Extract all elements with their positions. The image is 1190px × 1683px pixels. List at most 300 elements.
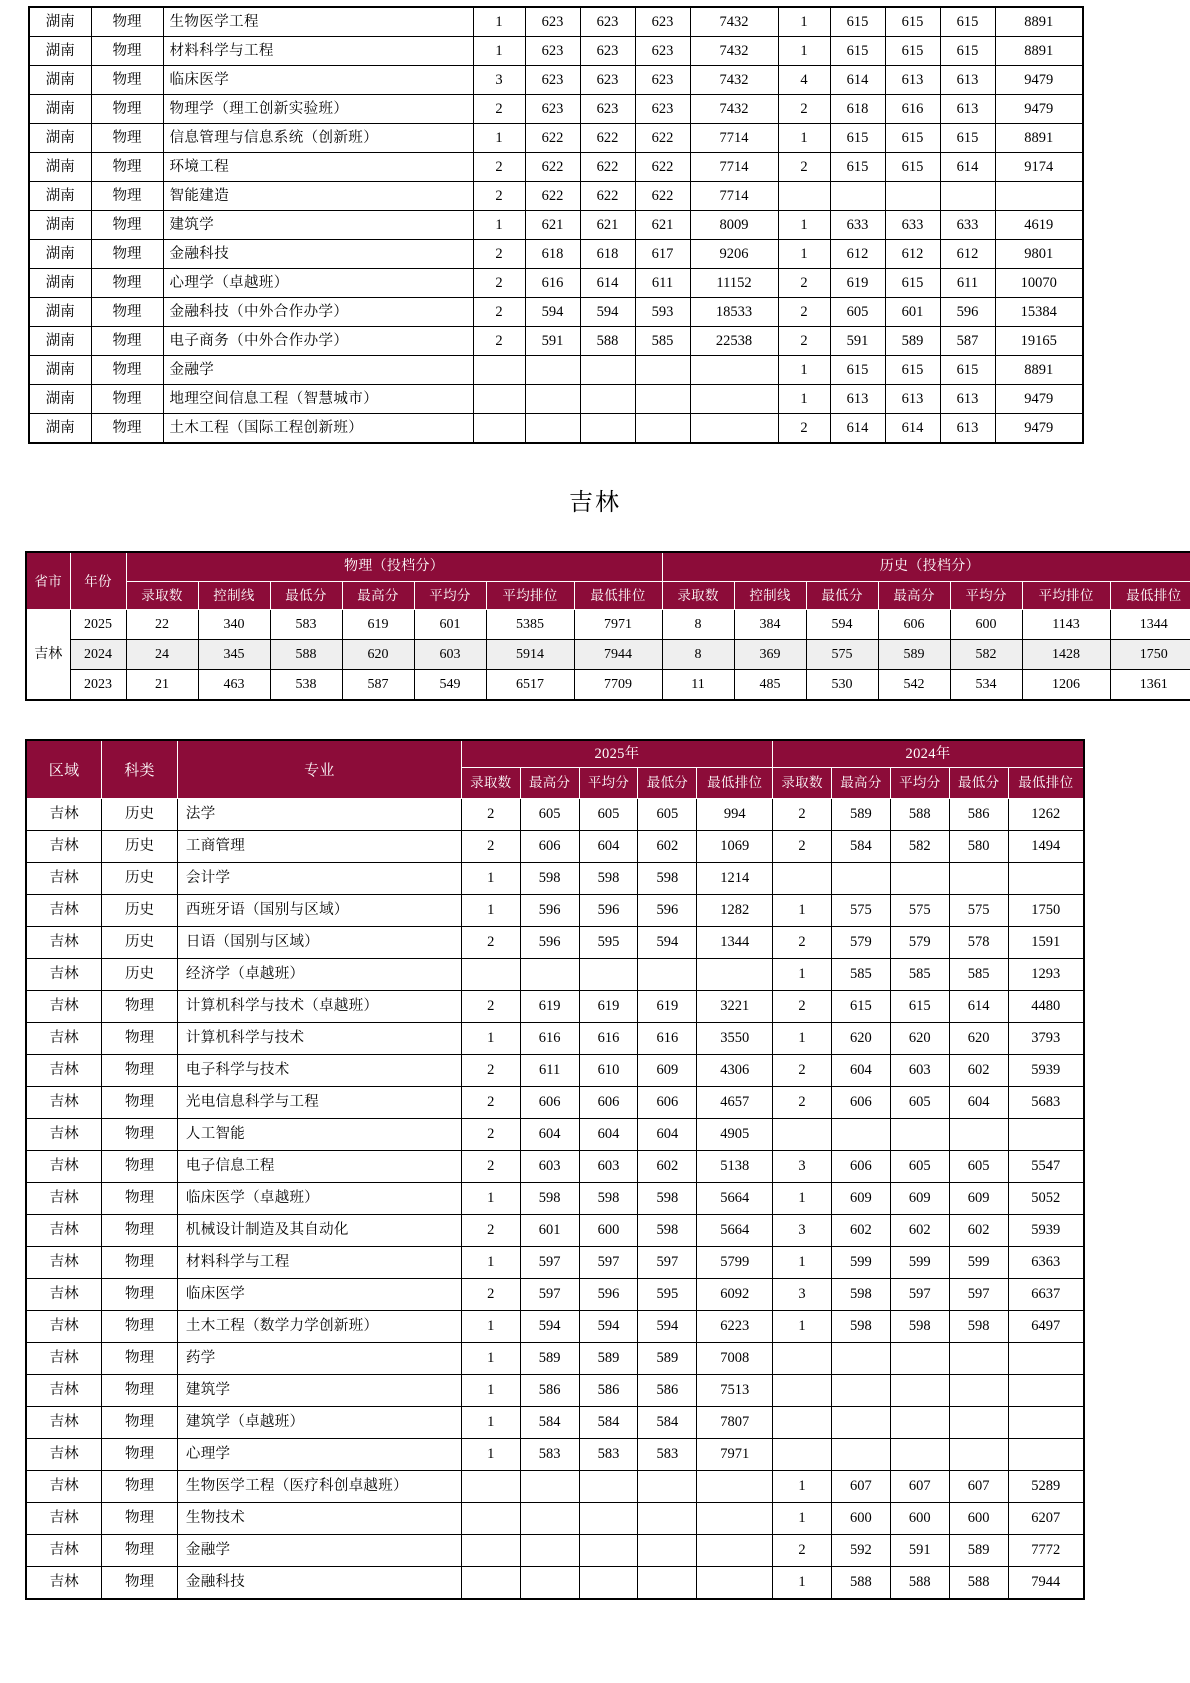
cell-y25-min: 617: [635, 240, 690, 269]
cell-b-avg: 588: [890, 799, 949, 831]
cell-y25-avg: 594: [580, 298, 635, 327]
cell-b-avg: 591: [890, 1535, 949, 1567]
cell-y25-min: 622: [635, 124, 690, 153]
cell-a-rank: 4657: [697, 1087, 773, 1119]
cell-a-rank: [697, 959, 773, 991]
cell-y24-max: 615: [830, 153, 885, 182]
cell-kind: 物理: [102, 1503, 178, 1535]
cell-b-avg: [890, 1439, 949, 1471]
cell-b-num: 1: [773, 1567, 832, 1600]
cell-b-rank: 6637: [1008, 1279, 1084, 1311]
cell-a-min: 583: [638, 1439, 697, 1471]
cell-a-max: 596: [520, 927, 579, 959]
cell-y24-rank: 15384: [995, 298, 1083, 327]
cell-b-min: 602: [949, 1055, 1008, 1087]
cell-p-min: 588: [270, 640, 342, 670]
cell-kind: 历史: [102, 831, 178, 863]
cell-y24-max: 605: [830, 298, 885, 327]
cell-major: 心理学（卓越班）: [163, 269, 473, 298]
cell-y24-num: 4: [778, 66, 830, 95]
cell-a-avg: 606: [579, 1087, 638, 1119]
cell-y24-avg: 613: [885, 385, 940, 414]
cell-y24-avg: 589: [885, 327, 940, 356]
cell-a-rank: [697, 1567, 773, 1600]
cell-a-rank: 994: [697, 799, 773, 831]
cell-b-min: 614: [949, 991, 1008, 1023]
cell-a-min: 606: [638, 1087, 697, 1119]
cell-b-rank: 3793: [1008, 1023, 1084, 1055]
cell-b-num: 2: [773, 1087, 832, 1119]
cell-p-min: 583: [270, 610, 342, 640]
cell-a-num: 2: [461, 1119, 520, 1151]
subcol-p-6: 最低排位: [574, 582, 662, 610]
group-year-2025: 2025年: [461, 740, 772, 768]
cell-y25-max: 618: [525, 240, 580, 269]
cell-major: 金融学: [177, 1535, 461, 1567]
cell-y25-max: 622: [525, 182, 580, 211]
cell-subject: 物理: [91, 385, 163, 414]
cell-b-rank: 5052: [1008, 1183, 1084, 1215]
cell-y25-num: 3: [473, 66, 525, 95]
cell-y25-min: 623: [635, 37, 690, 66]
cell-y25-rank: 7714: [690, 153, 778, 182]
cell-b-num: [773, 1343, 832, 1375]
cell-b-num: [773, 1439, 832, 1471]
cell-a-avg: 596: [579, 1279, 638, 1311]
cell-a-avg: 610: [579, 1055, 638, 1087]
cell-p-line: 463: [198, 670, 270, 701]
subcol-p-2: 最低分: [270, 582, 342, 610]
cell-kind: 历史: [102, 799, 178, 831]
cell-y25-avg: 621: [580, 211, 635, 240]
cell-a-min: 598: [638, 1183, 697, 1215]
table-row: [29, 124, 1083, 153]
cell-a-min: 609: [638, 1055, 697, 1087]
cell-a-max: 606: [520, 1087, 579, 1119]
subcol-h-2: 最低分: [806, 582, 878, 610]
cell-subject: 物理: [91, 414, 163, 444]
cell-y25-num: [473, 385, 525, 414]
cell-b-min: 597: [949, 1279, 1008, 1311]
cell-p-minrank: 7971: [574, 610, 662, 640]
table-row: [26, 831, 1084, 863]
cell-h-max: 606: [878, 610, 950, 640]
cell-kind: 物理: [102, 1567, 178, 1600]
cell-area: 吉林: [26, 1247, 102, 1279]
table-row: [29, 327, 1083, 356]
cell-y24-rank: 8891: [995, 356, 1083, 385]
cell-a-avg: 583: [579, 1439, 638, 1471]
cell-a-avg: 605: [579, 799, 638, 831]
cell-h-avgrank: 1206: [1022, 670, 1110, 701]
cell-area: 吉林: [26, 1087, 102, 1119]
cell-b-num: 2: [773, 927, 832, 959]
cell-a-max: 616: [520, 1023, 579, 1055]
cell-area: 吉林: [26, 927, 102, 959]
cell-y25-num: 1: [473, 37, 525, 66]
table-row: [26, 670, 1190, 701]
cell-y24-avg: 615: [885, 124, 940, 153]
cell-y25-min: 623: [635, 66, 690, 95]
cell-major: 临床医学: [177, 1279, 461, 1311]
cell-y24-rank: 8891: [995, 37, 1083, 66]
cell-y24-max: 614: [830, 66, 885, 95]
cell-area: 吉林: [26, 799, 102, 831]
cell-y25-num: [473, 414, 525, 444]
cell-major: 信息管理与信息系统（创新班）: [163, 124, 473, 153]
cell-y24-min: 613: [940, 95, 995, 124]
cell-a-rank: 5138: [697, 1151, 773, 1183]
table-row: [26, 1023, 1084, 1055]
cell-y24-min: 613: [940, 385, 995, 414]
cell-y24-rank: 4619: [995, 211, 1083, 240]
table-row: [26, 895, 1084, 927]
cell-y25-rank: 7432: [690, 37, 778, 66]
cell-major: 土木工程（国际工程创新班）: [163, 414, 473, 444]
cell-a-max: 594: [520, 1311, 579, 1343]
cell-b-min: 589: [949, 1535, 1008, 1567]
cell-a-num: 1: [461, 1183, 520, 1215]
group-year-2024: 2024年: [773, 740, 1084, 768]
table-row: [26, 610, 1190, 640]
table-row: [26, 799, 1084, 831]
subcol-p-0: 录取数: [126, 582, 198, 610]
cell-y25-rank: 18533: [690, 298, 778, 327]
cell-y25-rank: [690, 385, 778, 414]
cell-a-avg: [579, 1567, 638, 1600]
cell-b-rank: 5939: [1008, 1215, 1084, 1247]
cell-a-num: 1: [461, 1311, 520, 1343]
cell-y25-min: 621: [635, 211, 690, 240]
cell-b-avg: 609: [890, 1183, 949, 1215]
cell-y24-rank: 8891: [995, 124, 1083, 153]
cell-y25-rank: 7714: [690, 124, 778, 153]
cell-a-min: 598: [638, 863, 697, 895]
cell-kind: 物理: [102, 1119, 178, 1151]
jilin-majors-body: [26, 799, 1084, 1600]
cell-y24-num: 1: [778, 240, 830, 269]
cell-b-num: 1: [773, 1023, 832, 1055]
cell-y24-avg: 601: [885, 298, 940, 327]
cell-h-avgrank: 1428: [1022, 640, 1110, 670]
cell-y24-num: 1: [778, 211, 830, 240]
cell-a-max: [520, 1535, 579, 1567]
cell-b-rank: 1591: [1008, 927, 1084, 959]
cell-p-avgrank: 5385: [486, 610, 574, 640]
cell-a-num: 1: [461, 1439, 520, 1471]
cell-a-max: 583: [520, 1439, 579, 1471]
cell-subject: 物理: [91, 269, 163, 298]
cell-y25-avg: 618: [580, 240, 635, 269]
cell-b-num: 2: [773, 991, 832, 1023]
subcol-h-6: 最低排位: [1110, 582, 1190, 610]
cell-p-num: 24: [126, 640, 198, 670]
cell-kind: 物理: [102, 1407, 178, 1439]
cell-h-min: 575: [806, 640, 878, 670]
cell-a-max: [520, 1471, 579, 1503]
cell-a-min: 597: [638, 1247, 697, 1279]
cell-province: 湖南: [29, 356, 91, 385]
cell-y24-max: 613: [830, 385, 885, 414]
cell-major: 电子科学与技术: [177, 1055, 461, 1087]
cell-subject: 物理: [91, 211, 163, 240]
cell-major: 金融学: [163, 356, 473, 385]
cell-y25-avg: [580, 356, 635, 385]
cell-b-rank: 6497: [1008, 1311, 1084, 1343]
cell-a-num: 2: [461, 1151, 520, 1183]
cell-y24-avg: 615: [885, 7, 940, 37]
subcol-b-2: 平均分: [890, 768, 949, 799]
cell-b-max: 607: [831, 1471, 890, 1503]
cell-y24-num: 2: [778, 298, 830, 327]
cell-a-min: 602: [638, 831, 697, 863]
cell-a-avg: 604: [579, 1119, 638, 1151]
cell-h-minrank: 1750: [1110, 640, 1190, 670]
cell-b-rank: 5289: [1008, 1471, 1084, 1503]
cell-major: 工商管理: [177, 831, 461, 863]
cell-b-min: [949, 1119, 1008, 1151]
cell-area: 吉林: [26, 1375, 102, 1407]
cell-y24-min: 615: [940, 7, 995, 37]
cell-y24-rank: [995, 182, 1083, 211]
cell-a-max: 604: [520, 1119, 579, 1151]
cell-p-avg: 603: [414, 640, 486, 670]
cell-h-avg: 582: [950, 640, 1022, 670]
cell-y24-rank: 9479: [995, 66, 1083, 95]
cell-a-rank: 7971: [697, 1439, 773, 1471]
table-row: [26, 1279, 1084, 1311]
cell-a-min: 598: [638, 1215, 697, 1247]
jilin-summary-head: [26, 552, 1190, 610]
cell-area: 吉林: [26, 991, 102, 1023]
cell-y25-num: 2: [473, 240, 525, 269]
cell-a-num: 2: [461, 799, 520, 831]
cell-a-num: 2: [461, 1087, 520, 1119]
cell-b-num: 1: [773, 1503, 832, 1535]
cell-kind: 历史: [102, 927, 178, 959]
subcol-b-3: 最低分: [949, 768, 1008, 799]
cell-y24-rank: 9174: [995, 153, 1083, 182]
cell-a-min: 594: [638, 1311, 697, 1343]
cell-b-rank: [1008, 1119, 1084, 1151]
cell-h-num: 8: [662, 610, 734, 640]
table-row: [26, 1087, 1084, 1119]
table-row: [26, 1215, 1084, 1247]
cell-b-rank: 6363: [1008, 1247, 1084, 1279]
cell-subject: 物理: [91, 153, 163, 182]
cell-b-max: 615: [831, 991, 890, 1023]
cell-kind: 物理: [102, 1471, 178, 1503]
cell-p-line: 340: [198, 610, 270, 640]
cell-b-min: 609: [949, 1183, 1008, 1215]
cell-b-max: 620: [831, 1023, 890, 1055]
jilin-summary-table-wrapper: [0, 551, 1190, 701]
cell-b-max: 588: [831, 1567, 890, 1600]
cell-major: 电子商务（中外合作办学）: [163, 327, 473, 356]
cell-b-min: [949, 863, 1008, 895]
cell-b-avg: [890, 1343, 949, 1375]
cell-b-rank: 1293: [1008, 959, 1084, 991]
cell-a-num: 1: [461, 1407, 520, 1439]
cell-a-max: 603: [520, 1151, 579, 1183]
cell-kind: 物理: [102, 1055, 178, 1087]
cell-b-avg: [890, 1407, 949, 1439]
cell-y24-num: 1: [778, 7, 830, 37]
cell-y25-rank: 7432: [690, 7, 778, 37]
cell-y24-avg: 615: [885, 37, 940, 66]
cell-b-max: 598: [831, 1311, 890, 1343]
cell-a-max: 589: [520, 1343, 579, 1375]
cell-b-min: 580: [949, 831, 1008, 863]
cell-b-min: 599: [949, 1247, 1008, 1279]
cell-a-num: 2: [461, 831, 520, 863]
cell-major: 土木工程（数学力学创新班）: [177, 1311, 461, 1343]
cell-b-max: 585: [831, 959, 890, 991]
cell-a-min: 605: [638, 799, 697, 831]
cell-b-min: 602: [949, 1215, 1008, 1247]
cell-major: 人工智能: [177, 1119, 461, 1151]
cell-b-min: 605: [949, 1151, 1008, 1183]
cell-p-max: 620: [342, 640, 414, 670]
cell-b-max: [831, 1439, 890, 1471]
cell-a-max: 586: [520, 1375, 579, 1407]
cell-area: 吉林: [26, 1311, 102, 1343]
cell-b-rank: 5547: [1008, 1151, 1084, 1183]
cell-b-num: 2: [773, 1055, 832, 1087]
cell-kind: 物理: [102, 1023, 178, 1055]
cell-a-avg: 600: [579, 1215, 638, 1247]
cell-y24-min: 612: [940, 240, 995, 269]
cell-y24-max: 615: [830, 37, 885, 66]
cell-area: 吉林: [26, 1151, 102, 1183]
cell-area: 吉林: [26, 1471, 102, 1503]
cell-p-max: 587: [342, 670, 414, 701]
cell-b-avg: [890, 863, 949, 895]
cell-b-rank: 1494: [1008, 831, 1084, 863]
cell-area: 吉林: [26, 1023, 102, 1055]
cell-y25-avg: 623: [580, 66, 635, 95]
cell-a-min: 596: [638, 895, 697, 927]
subcol-a-3: 最低分: [638, 768, 697, 799]
table-row: [29, 298, 1083, 327]
cell-y24-rank: 9479: [995, 95, 1083, 124]
cell-b-avg: 582: [890, 831, 949, 863]
cell-y25-avg: 614: [580, 269, 635, 298]
cell-b-max: 599: [831, 1247, 890, 1279]
cell-y24-min: 596: [940, 298, 995, 327]
cell-province: 湖南: [29, 95, 91, 124]
cell-b-avg: [890, 1119, 949, 1151]
cell-a-max: 597: [520, 1247, 579, 1279]
jilin-summary-body: [26, 610, 1190, 701]
cell-a-rank: 6223: [697, 1311, 773, 1343]
cell-y25-avg: 622: [580, 182, 635, 211]
cell-y24-avg: 616: [885, 95, 940, 124]
cell-y24-rank: 19165: [995, 327, 1083, 356]
cell-y24-min: 633: [940, 211, 995, 240]
cell-b-num: 2: [773, 1535, 832, 1567]
cell-b-rank: [1008, 1375, 1084, 1407]
cell-a-rank: 7008: [697, 1343, 773, 1375]
cell-y24-avg: 615: [885, 153, 940, 182]
cell-b-avg: 602: [890, 1215, 949, 1247]
cell-y25-rank: 7432: [690, 66, 778, 95]
cell-year: 2025: [70, 610, 126, 640]
subcol-h-0: 录取数: [662, 582, 734, 610]
cell-y25-avg: [580, 414, 635, 444]
cell-y24-avg: 615: [885, 269, 940, 298]
cell-y24-num: 2: [778, 153, 830, 182]
cell-h-line: 384: [734, 610, 806, 640]
cell-a-min: 594: [638, 927, 697, 959]
cell-a-rank: [697, 1471, 773, 1503]
cell-b-max: 592: [831, 1535, 890, 1567]
cell-area: 吉林: [26, 1119, 102, 1151]
page-title: 吉林: [569, 489, 621, 516]
hunan-majors-table: [28, 6, 1084, 444]
cell-y24-min: 587: [940, 327, 995, 356]
cell-a-min: 584: [638, 1407, 697, 1439]
cell-major: 西班牙语（国别与区域）: [177, 895, 461, 927]
cell-b-avg: 585: [890, 959, 949, 991]
cell-a-max: 597: [520, 1279, 579, 1311]
cell-b-num: 2: [773, 799, 832, 831]
cell-y24-min: 615: [940, 356, 995, 385]
table-row: [29, 37, 1083, 66]
cell-a-num: 2: [461, 1055, 520, 1087]
cell-y24-min: 613: [940, 414, 995, 444]
cell-year: 2024: [70, 640, 126, 670]
group-physics: 物理（投档分）: [126, 552, 662, 582]
cell-h-max: 542: [878, 670, 950, 701]
jilin-majors-head: [26, 740, 1084, 799]
cell-major: 建筑学: [177, 1375, 461, 1407]
cell-kind: 物理: [102, 1087, 178, 1119]
subcol-p-5: 平均排位: [486, 582, 574, 610]
cell-major: 电子信息工程: [177, 1151, 461, 1183]
cell-a-rank: 1282: [697, 895, 773, 927]
cell-b-avg: 579: [890, 927, 949, 959]
cell-y25-min: [635, 385, 690, 414]
cell-p-min: 538: [270, 670, 342, 701]
cell-a-avg: [579, 1535, 638, 1567]
table-row: [26, 1503, 1084, 1535]
table-row: [26, 1471, 1084, 1503]
table-row: [26, 1343, 1084, 1375]
cell-a-rank: 3550: [697, 1023, 773, 1055]
cell-province: 吉林: [26, 610, 70, 701]
cell-b-avg: [890, 1375, 949, 1407]
table-row: [29, 414, 1083, 444]
table-row: [29, 153, 1083, 182]
cell-province: 湖南: [29, 414, 91, 444]
cell-b-min: [949, 1407, 1008, 1439]
cell-y24-min: 613: [940, 66, 995, 95]
cell-b-rank: 1750: [1008, 895, 1084, 927]
table-row: [26, 927, 1084, 959]
cell-major: 金融科技: [177, 1567, 461, 1600]
cell-kind: 物理: [102, 1215, 178, 1247]
table-row: [29, 211, 1083, 240]
cell-major: 智能建造: [163, 182, 473, 211]
cell-y25-rank: 22538: [690, 327, 778, 356]
cell-h-line: 485: [734, 670, 806, 701]
cell-b-rank: [1008, 1407, 1084, 1439]
cell-h-avg: 600: [950, 610, 1022, 640]
table-row: [26, 1151, 1084, 1183]
cell-major: 建筑学（卓越班）: [177, 1407, 461, 1439]
subcol-h-5: 平均排位: [1022, 582, 1110, 610]
